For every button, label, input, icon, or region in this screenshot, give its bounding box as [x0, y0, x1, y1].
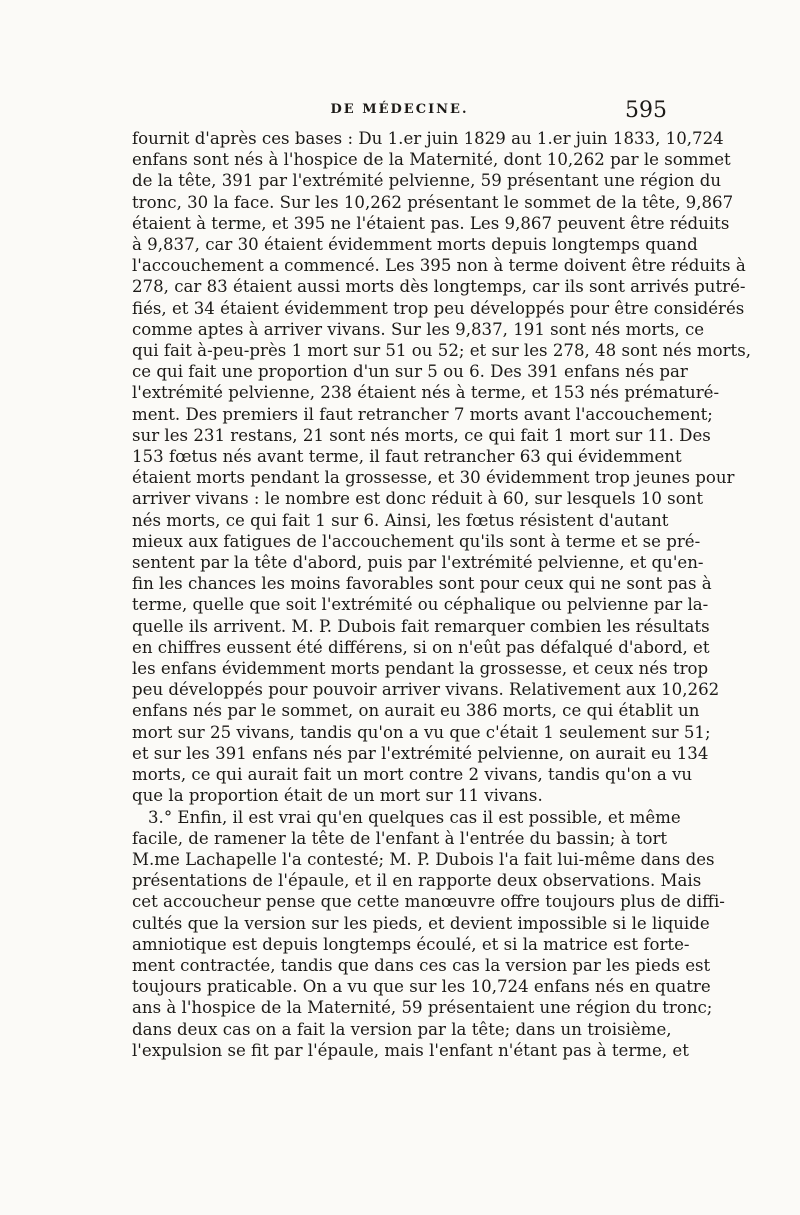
text-line: nés morts, ce qui fait 1 sur 6. Ainsi, les fœtus résistent d'autant — [132, 510, 669, 530]
text-line: cet accoucheur pense que cette manœuvre offre toujours plus de diffi- — [132, 892, 725, 912]
text-line: morts, ce qui aurait fait un mort contre 2 vivans, tandis qu'on a vu — [132, 765, 693, 785]
text-line: sur les 231 restans, 21 sont nés morts, ce qui fait 1 mort sur 11. Des — [132, 425, 711, 445]
text-line: 153 fœtus nés avant terme, il faut retrancher 63 qui évidemment — [132, 447, 682, 467]
text-line: toujours praticable. On a vu que sur les 10,724 enfans nés en quatre — [132, 977, 711, 997]
text-line: ment. Des premiers il faut retrancher 7 morts avant l'accouchement; — [132, 404, 713, 424]
text-line: l'accouchement a commencé. Les 395 non à terme doivent être réduits à — [132, 256, 746, 276]
text-line: les enfans évidemment morts pendant la grossesse, et ceux nés trop — [132, 659, 709, 679]
text-line: amniotique est depuis longtemps écoulé, et si la matrice est forte- — [132, 934, 690, 954]
text-line: quelle ils arrivent. M. P. Dubois fait remarquer combien les résultats — [132, 616, 710, 636]
text-line: ce qui fait une proportion d'un sur 5 ou 6. Des 391 enfans nés par — [132, 362, 688, 382]
text-line: M.me Lachapelle l'a contesté; M. P. Dubois l'a fait lui-même dans des — [132, 849, 715, 869]
text-line: terme, quelle que soit l'extrémité ou céphalique ou pelvienne par la- — [132, 595, 709, 615]
text-line: arriver vivans : le nombre est donc réduit à 60, sur lesquels 10 sont — [132, 489, 704, 509]
text-line: fiés, et 34 étaient évidemment trop peu développés pour être considérés — [132, 298, 745, 318]
text-line: tronc, 30 la face. Sur les 10,262 présentant le sommet de la tête, 9,867 — [132, 192, 734, 212]
text-line: dans deux cas on a fait la version par la tête; dans un troisième, — [132, 1019, 672, 1039]
running-head-title: DE MÉDECINE. — [330, 102, 469, 117]
text-line: ans à l'hospice de la Maternité, 59 présentaient une région du tronc; — [132, 998, 713, 1018]
text-line: présentations de l'épaule, et il en rapporte deux observations. Mais — [132, 871, 702, 891]
text-line: et sur les 391 enfans nés par l'extrémité pelvienne, on aurait eu 134 — [132, 743, 709, 763]
text-line: l'expulsion se fit par l'épaule, mais l'enfant n'étant pas à terme, et — [132, 1040, 689, 1060]
text-line: facile, de ramener la tête de l'enfant à l'entrée du bassin; à tort — [132, 828, 668, 848]
text-line: qui fait à-peu-près 1 mort sur 51 ou 52; et sur les 278, 48 sont nés morts, — [132, 341, 751, 361]
text-line: fin les chances les moins favorables sont pour ceux qui ne sont pas à — [132, 574, 712, 594]
text-line: mort sur 25 vivans, tandis qu'on a vu que c'était 1 seulement sur 51; — [132, 722, 711, 742]
text-line: l'extrémité pelvienne, 238 étaient nés à terme, et 153 nés prématuré- — [132, 383, 720, 403]
page-number: 595 — [625, 98, 667, 123]
text-line: en chiffres eussent été différens, si on n'eût pas défalqué d'abord, et — [132, 637, 710, 657]
text-line: 3.° Enfin, il est vrai qu'en quelques cas il est possible, et même — [148, 807, 681, 827]
text-line: étaient à terme, et 395 ne l'étaient pas. Les 9,867 peuvent être réduits — [132, 213, 730, 233]
text-line: à 9,837, car 30 étaient évidemment morts depuis longtemps quand — [132, 235, 698, 255]
text-line: sentent par la tête d'abord, puis par l'extrémité pelvienne, et qu'en- — [132, 553, 704, 573]
text-line: fournit d'après ces bases : Du 1.er juin 1829 au 1.er juin 1833, 10,724 — [132, 129, 724, 148]
text-line: comme aptes à arriver vivans. Sur les 9,837, 191 sont nés morts, ce — [132, 319, 705, 339]
text-line: ment contractée, tandis que dans ces cas la version par les pieds est — [132, 955, 711, 975]
text-line: que la proportion était de un mort sur 11 vivans. — [132, 786, 543, 806]
running-head — [132, 98, 667, 128]
text-line: 278, car 83 étaient aussi morts dès longtemps, car ils sont arrivés putré- — [132, 277, 746, 297]
text-line: peu développés pour pouvoir arriver vivans. Relativement aux 10,262 — [132, 680, 720, 700]
text-line: mieux aux fatigues de l'accouchement qu'ils sont à terme et se pré- — [132, 531, 701, 551]
text-line: enfans sont nés à l'hospice de la Maternité, dont 10,262 par le sommet — [132, 150, 731, 170]
text-line: cultés que la version sur les pieds, et devient impossible si le liquide — [132, 913, 710, 933]
text-line: de la tête, 391 par l'extrémité pelvienne, 59 présentant une région du — [132, 171, 722, 191]
body-text — [132, 128, 751, 1061]
text-line: enfans nés par le sommet, on aurait eu 386 morts, ce qui établit un — [132, 701, 700, 721]
text-line: étaient morts pendant la grossesse, et 30 évidemment trop jeunes pour — [132, 468, 735, 488]
